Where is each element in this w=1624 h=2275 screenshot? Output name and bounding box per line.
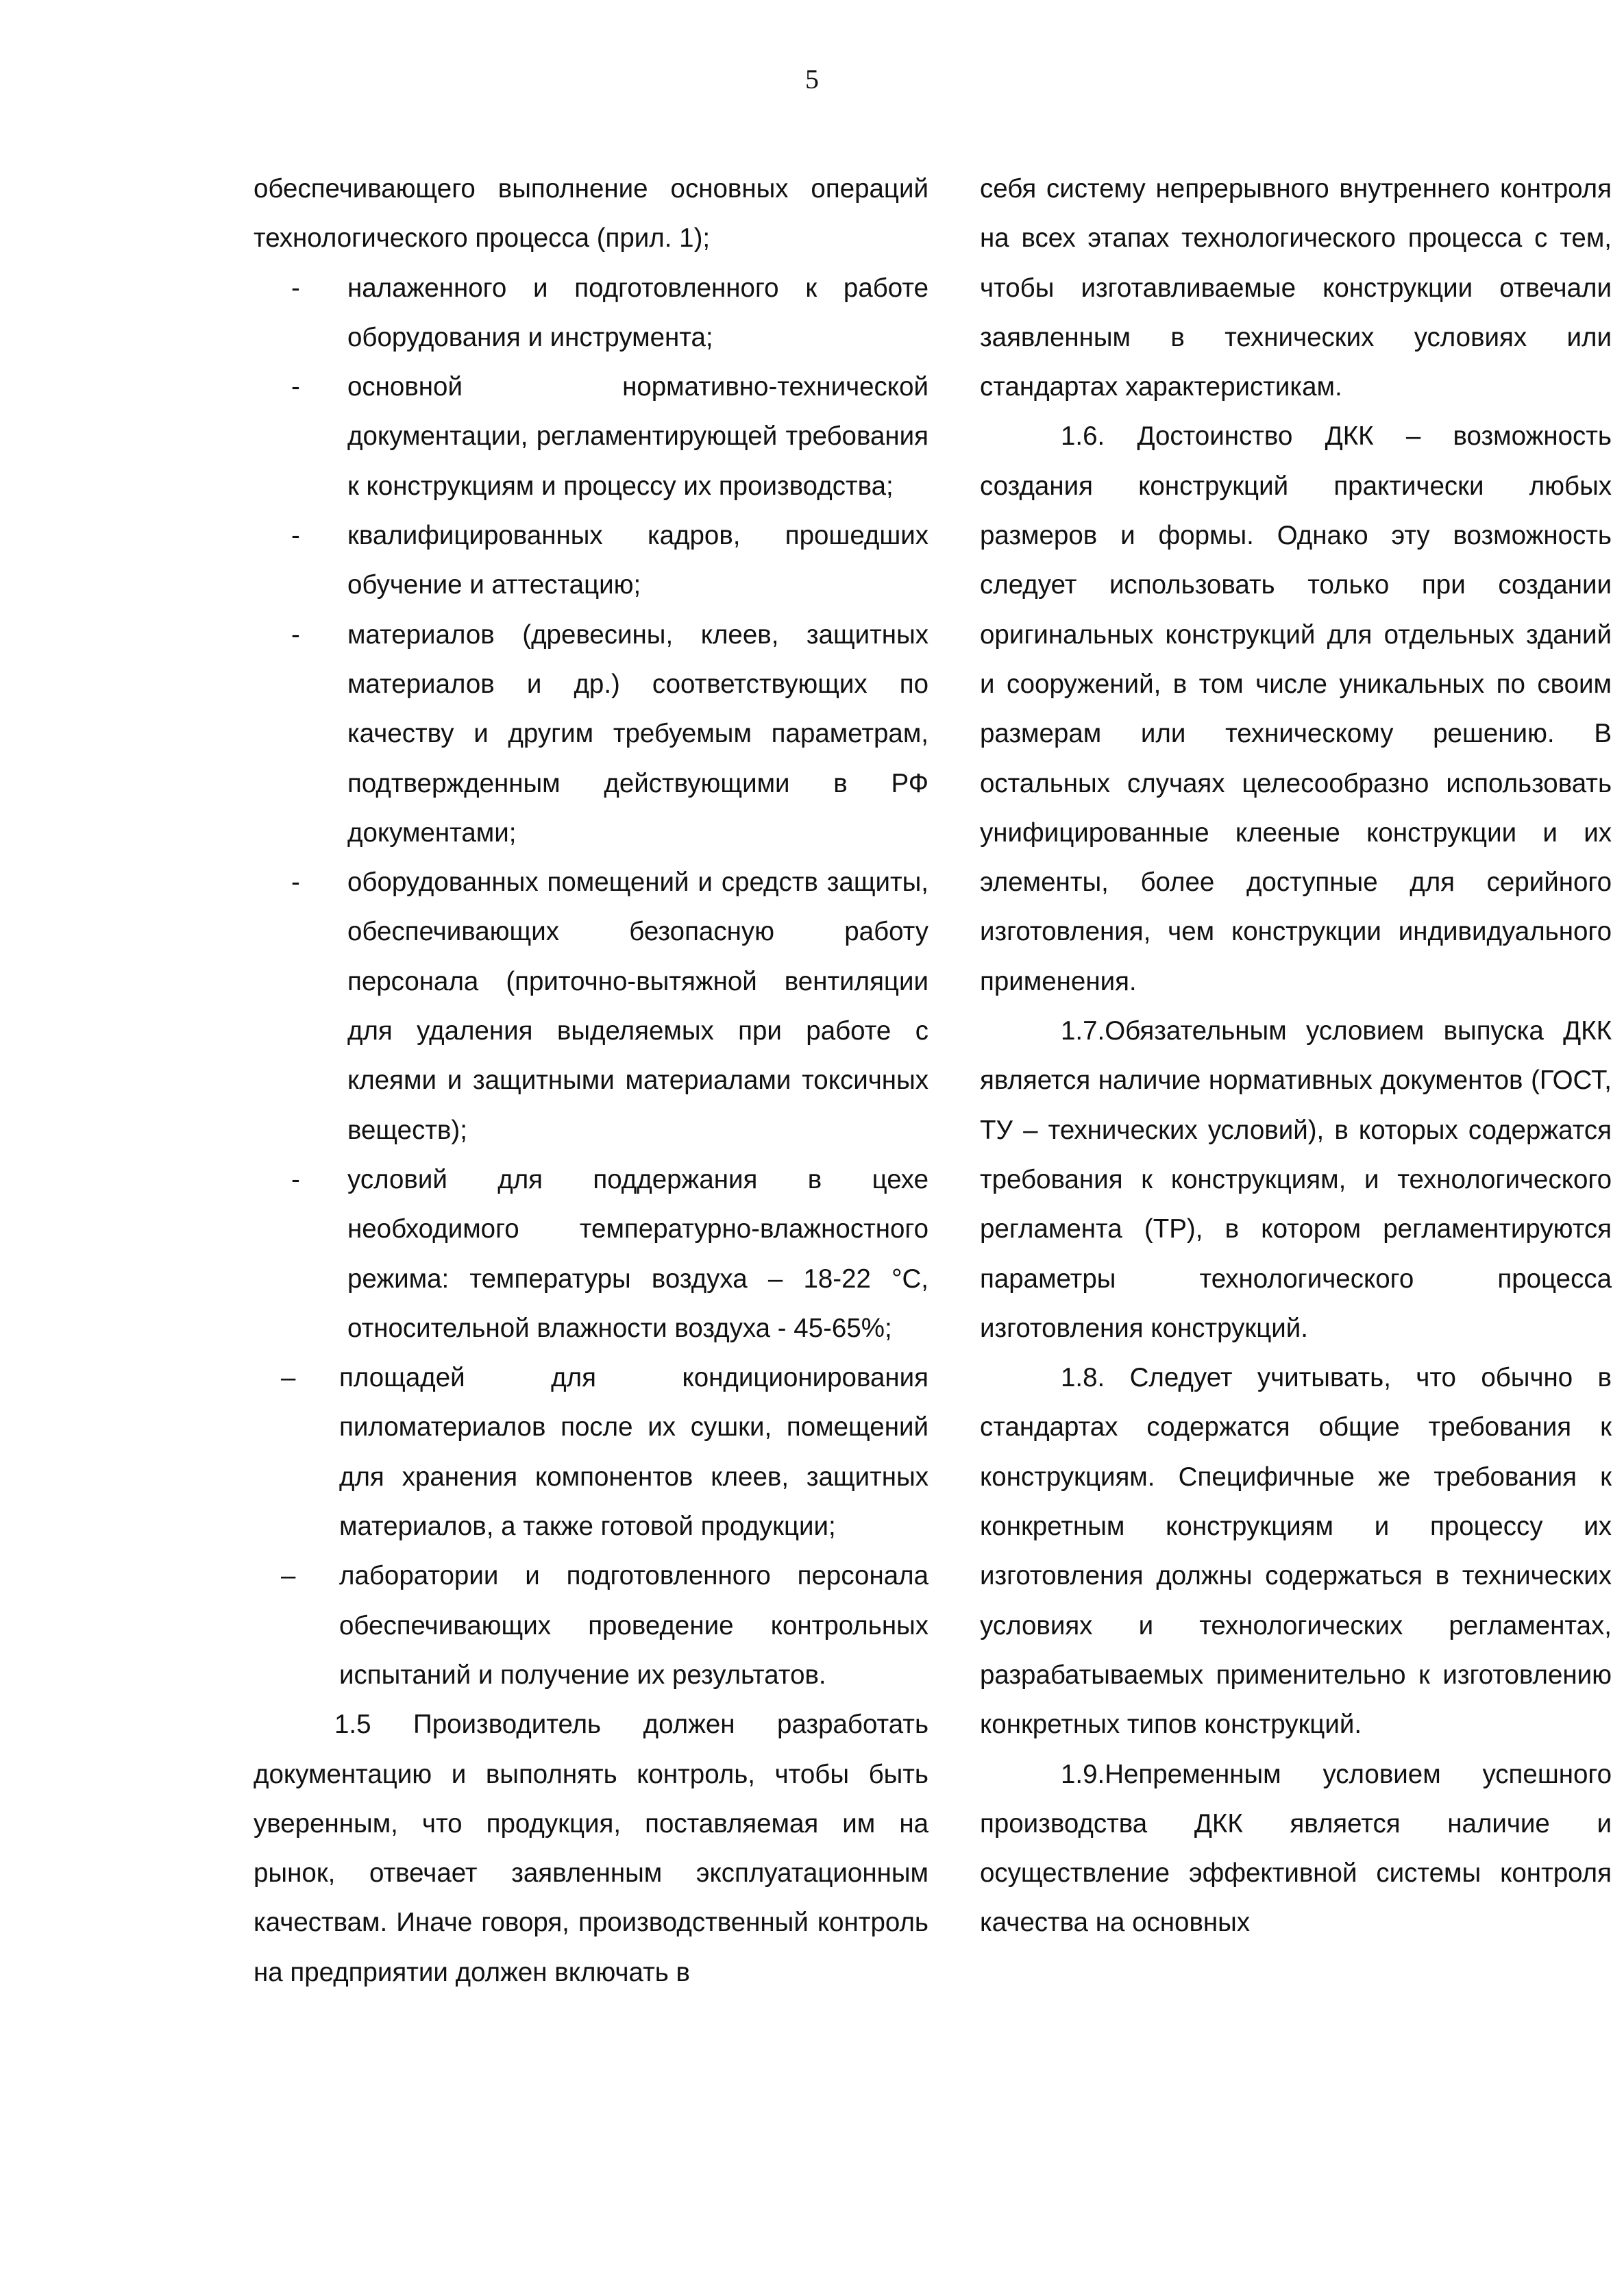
paragraph-1-8: 1.8. Следует учитывать, что обычно в стандартах содержатся общие требования к конструкциям. Специфичные же требования к конкретным конструкциям и процессу их изготовления должны содержаться в технических условиях и технологических регламентах, разрабатываемых применительно к изготовлению конкретных типов конструкций. <box>980 1363 1612 1740</box>
left-column <box>254 164 928 1997</box>
list-item <box>254 858 928 1155</box>
list-marker: - <box>291 868 300 898</box>
list-item-text: лаборатории и подготовленного персонала обеспечивающих проведение контрольных испытаний и получение их результатов. <box>339 1561 928 1690</box>
list-item-text: квалифицированных кадров, прошедших обучение и аттестацию; <box>347 521 928 600</box>
list-item <box>254 362 928 511</box>
list-marker: – <box>281 1363 296 1393</box>
requirements-list <box>254 264 928 1701</box>
list-item <box>254 611 928 858</box>
list-item-text: основной нормативно-технической документации, регламентирующей требования к конструкциям и процессу их производства; <box>347 372 928 501</box>
paragraph-1-9: 1.9.Непременным условием успешного производства ДКК является наличие и осуществление эффективной системы контроля качества на основных <box>980 1759 1612 1938</box>
continuation-paragraph: себя систему непрерывного внутреннего контроля на всех этапах технологического процесса с тем, чтобы изготавливаемые конструкции отвечали заявленным в технических условиях или стандартах характеристикам. <box>980 174 1612 402</box>
list-item <box>254 1155 928 1353</box>
list-item <box>254 264 928 363</box>
paragraph-1-6: 1.6. Достоинство ДКК – возможность создания конструкций практически любых размеров и формы. Однако эту возможность следует использовать только при создании оригинальных конструкций для отдельных зданий и сооружений, в том числе уникальных по своим размерам или техническому решению. В остальных случаях целесообразно использовать унифицированные клееные конструкции и их элементы, более доступные для серийного изготовления, чем конструкции индивидуального применения. <box>980 421 1612 996</box>
list-marker: - <box>291 372 300 402</box>
list-marker: - <box>291 273 300 303</box>
list-item <box>254 511 928 611</box>
list-item-text: площадей для кондиционирования пиломатериалов после их сушки, помещений для хранения компонентов клеев, защитных материалов, а также готовой продукции; <box>339 1363 928 1542</box>
list-item-text: материалов (древесины, клеев, защитных материалов и др.) соответствующих по качеству и другим требуемым параметрам, подтвержденным действующими в РФ документами; <box>347 619 928 848</box>
list-marker: - <box>291 1164 300 1194</box>
list-item-text: условий для поддержания в цехе необходимого температурно-влажностного режима: температуры воздуха – 18-22 °С, относительной влажности воздуха - 45-65%; <box>347 1164 928 1343</box>
list-item <box>254 1353 928 1551</box>
list-item-text: оборудованных помещений и средств защиты, обеспечивающих безопасную работу персонала (приточно-вытяжной вентиляции для удаления выделяемых при работе с клеями и защитными материалами токсичных веществ); <box>347 868 928 1145</box>
page-number: 5 <box>805 64 819 95</box>
list-item-text: налаженного и подготовленного к работе оборудования и инструмента; <box>347 273 928 352</box>
paragraph-1-5: 1.5 Производитель должен разработать документацию и выполнять контроль, чтобы быть уверенным, что продукция, поставляемая им на рынок, отвечает заявленным эксплуатационным качествам. Иначе говоря, производственный контроль на предприятии должен включать в <box>254 1710 928 1987</box>
list-item <box>254 1551 928 1700</box>
intro-paragraph: обеспечивающего выполнение основных операций технологического процесса (прил. 1); <box>254 174 928 254</box>
list-marker: – <box>281 1561 296 1591</box>
list-marker: - <box>291 521 300 551</box>
list-marker: - <box>291 619 300 650</box>
paragraph-1-7: 1.7.Обязательным условием выпуска ДКК является наличие нормативных документов (ГОСТ, ТУ – технических условий), в которых содержатся требования к конструкциям, и технологического регламента (ТР), в котором регламентируются параметры технологического процесса изготовления конструкций. <box>980 1016 1612 1343</box>
right-column <box>980 164 1612 1948</box>
